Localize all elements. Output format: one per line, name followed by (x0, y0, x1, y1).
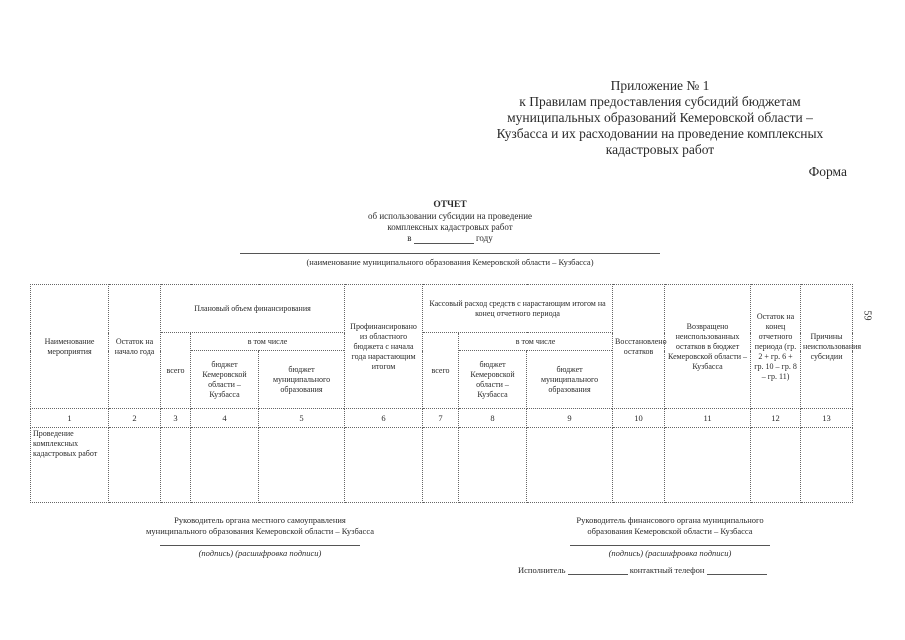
appendix-line-3: муниципальных образований Кемеровской области – (507, 110, 813, 125)
signature-block-local-head (100, 515, 420, 559)
table-cell (801, 428, 853, 503)
year-suffix: году (473, 233, 493, 243)
report-year-line (300, 233, 600, 244)
header-planned-municipal: бюджет муниципального образования (259, 351, 345, 409)
column-number: 13 (801, 409, 853, 428)
table-cell (345, 428, 423, 503)
header-name: Наименование мероприятия (31, 285, 109, 409)
row-name: Проведение комплексных кадастровых работ (31, 428, 109, 503)
right-signature-title-1: Руководитель финансового органа муниципального (576, 515, 764, 525)
header-unused-reasons: Причины неиспользования субсидии (801, 285, 853, 409)
column-number-row (31, 409, 853, 428)
header-balance-end: Остаток на конец отчетного периода (гр. 2 + гр. 6 + гр. 10 – гр. 8 – гр. 11) (751, 285, 801, 409)
header-financed-regional: Профинансировано из областного бюджета с начала года нарастающим итогом (345, 285, 423, 409)
header-cash-total: всего (423, 333, 459, 409)
page-number: 59 (861, 310, 873, 321)
table-cell (191, 428, 259, 503)
form-label: Форма (808, 164, 847, 179)
header-balance-start: Остаток на начало года (109, 285, 161, 409)
table-cell (527, 428, 613, 503)
report-heading (300, 200, 600, 244)
header-returned-unused: Возвращено неиспользованных остатков в бюджет Кемеровской области – Кузбасса (665, 285, 751, 409)
column-number: 6 (345, 409, 423, 428)
right-signature-title-2: образования Кемеровской области – Кузбасса (587, 526, 753, 536)
report-subtitle-1: об использовании субсидии на проведение (367, 211, 533, 221)
column-number: 8 (459, 409, 527, 428)
column-number: 4 (191, 409, 259, 428)
header-cash-municipal: бюджет муниципального образования (527, 351, 613, 409)
appendix-line-5: кадастровых работ (605, 142, 715, 157)
report-subtitle-2: комплексных кадастровых работ (387, 222, 513, 232)
phone-label: контактный телефон (629, 565, 705, 575)
header-planned-volume: Плановый объем финансирования (161, 285, 345, 333)
column-number: 7 (423, 409, 459, 428)
year-blank (414, 234, 474, 244)
executor-line (518, 565, 767, 575)
table-cell (459, 428, 527, 503)
column-number: 9 (527, 409, 613, 428)
appendix-header (470, 78, 850, 158)
table-cell (109, 428, 161, 503)
column-number: 12 (751, 409, 801, 428)
signature-block-finance-head (520, 515, 820, 559)
header-planned-including: в том числе (191, 333, 345, 351)
municipality-caption: (наименование муниципального образования Кемеровской области – Кузбасса) (240, 253, 660, 267)
executor-blank (568, 565, 628, 575)
right-signature-caption: (подпись) (расшифровка подписи) (570, 545, 770, 559)
left-signature-caption: (подпись) (расшифровка подписи) (160, 545, 360, 559)
header-cash-regional: бюджет Кемеровской области – Кузбасса (459, 351, 527, 409)
left-signature-title-1: Руководитель органа местного самоуправления (174, 515, 346, 525)
column-number: 3 (161, 409, 191, 428)
header-planned-total: всего (161, 333, 191, 409)
appendix-line-1: Приложение № 1 (610, 78, 710, 93)
header-planned-regional: бюджет Кемеровской области – Кузбасса (191, 351, 259, 409)
appendix-line-4: Кузбасса и их расходовании на проведение комплексных (496, 126, 824, 141)
table-cell (259, 428, 345, 503)
table-row (31, 428, 853, 503)
column-number: 1 (31, 409, 109, 428)
left-signature-title-2: муниципального образования Кемеровской области – Кузбасса (146, 526, 374, 536)
table-cell (665, 428, 751, 503)
column-number: 2 (109, 409, 161, 428)
column-number: 11 (665, 409, 751, 428)
year-prefix: в (407, 233, 414, 243)
table-cell (161, 428, 191, 503)
table-cell (423, 428, 459, 503)
header-restored-balances: Восстановлено остатков (613, 285, 665, 409)
header-cash-expense: Кассовый расход средств с нарастающим итогом на конец отчетного периода (423, 285, 613, 333)
header-cash-including: в том числе (459, 333, 613, 351)
column-number: 10 (613, 409, 665, 428)
table-cell (613, 428, 665, 503)
column-number: 5 (259, 409, 345, 428)
table-cell (751, 428, 801, 503)
report-table (30, 284, 862, 503)
report-title: ОТЧЕТ (433, 200, 467, 210)
appendix-line-2: к Правилам предоставления субсидий бюджетам (519, 94, 801, 109)
phone-blank (707, 565, 767, 575)
executor-label: Исполнитель (518, 565, 566, 575)
